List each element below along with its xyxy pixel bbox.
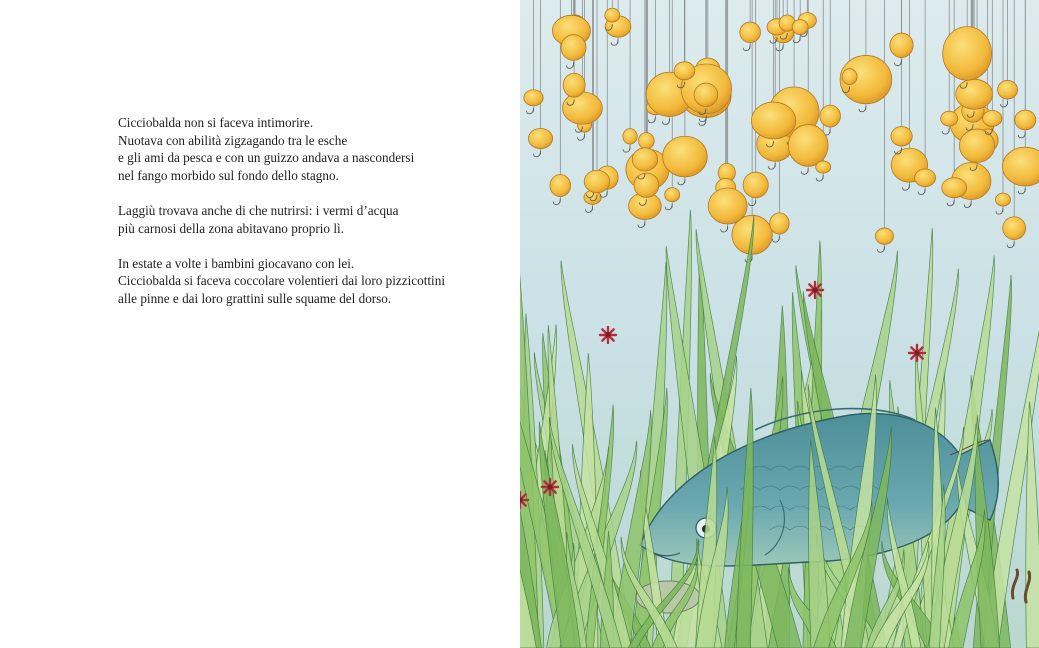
bait [751,102,795,139]
flower [909,345,925,361]
bait [792,20,808,35]
text-line: Cicciobalda non si faceva intimorire. [118,115,314,130]
bait [820,105,840,127]
bait [694,83,718,106]
bait [890,33,913,58]
bait [1003,217,1026,240]
illustration-page [520,0,1039,648]
bait [528,128,552,148]
bait [875,228,893,244]
bait [842,69,857,85]
text-line: Nuotava con abilità zigzagando tra le esche [118,132,348,148]
bait [632,148,657,171]
bait [943,27,992,81]
flower [600,327,616,343]
bait [605,8,620,22]
pond-illustration [520,0,1039,648]
bait [998,80,1018,99]
bait [915,169,936,187]
text-line: Cicciobalda si faceva coccolare volentieri dai loro pizzicottini [118,273,445,289]
bait [983,111,1002,127]
bait [674,62,695,80]
text-line: alle pinne e dai loro grattini sulle squame del dorso. [118,290,392,306]
bait [743,172,768,198]
text-line: più carnosi della zona abitavano proprio lì. [118,220,344,236]
paragraph-1 [118,114,498,184]
bait [524,90,543,106]
bait [816,161,831,173]
bait [665,188,680,202]
bait [995,193,1010,206]
bait [740,22,761,43]
bait [550,175,571,197]
paragraph-3 [118,255,498,308]
bait [623,129,637,145]
bait [663,136,708,177]
bait [708,188,747,224]
bait [941,111,958,126]
text-line: Laggiù trovava anche di che nutrirsi: i vermi d’acqua [118,202,399,218]
flower [542,479,558,495]
bait [563,73,585,97]
bait [770,213,790,234]
bait [584,170,610,193]
text-line: In estate a volte i bambini giocavano con lei. [118,255,355,271]
bait [942,178,967,198]
bait [788,125,828,167]
flower [807,282,823,298]
bait [638,133,654,149]
text-line: e gli ami da pesca e con un guizzo andava a nascondersi [118,150,415,166]
bait [563,92,603,124]
bait [891,127,912,147]
bait [956,79,993,109]
bait [1015,110,1036,130]
text-line: nel fango morbido sul fondo dello stagno. [118,167,339,183]
story-text [118,114,498,325]
bait [561,35,586,61]
paragraph-2 [118,202,498,237]
